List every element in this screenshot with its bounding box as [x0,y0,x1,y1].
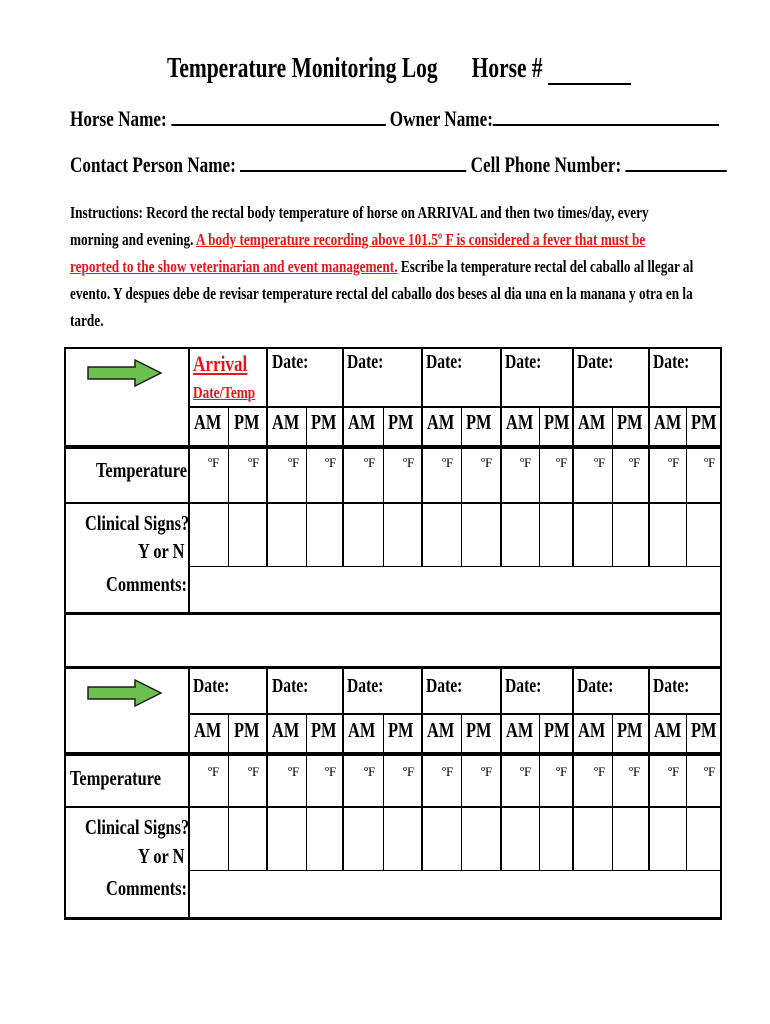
am-header: AM [194,718,222,742]
horse-owner-row [70,106,719,132]
fever-warning: A body temperature recording above 101.5º F is considered a fever that must be reported to the show veterinarian and event management. [70,230,646,276]
contact-phone-row [70,152,727,178]
temp-unit[interactable]: ºF [288,764,300,779]
pm-header: PM [311,410,337,434]
temp-unit[interactable]: ºF [403,764,415,779]
am-header: AM [654,718,682,742]
temp-unit[interactable]: ºF [629,455,641,470]
date-header: Date: [505,675,542,697]
horse-name-field[interactable] [171,106,386,126]
am-header: AM [654,410,682,434]
temp-unit[interactable]: ºF [594,764,606,779]
horse-number-field[interactable] [548,57,631,85]
instructions-paragraph [70,199,694,334]
instructions-lead: Instructions: Record the rectal body temperature of horse on ARRIVAL and then two times/day, every morning and evening. [70,203,649,249]
pm-header: PM [234,718,260,742]
horse-name-label: Horse Name: [70,106,167,131]
pm-header: PM [544,718,570,742]
am-header: AM [194,410,222,434]
temp-unit[interactable]: ºF [556,764,568,779]
date-header: Date: [505,351,542,373]
am-header: AM [427,718,455,742]
temp-unit[interactable]: ºF [248,764,260,779]
date-header: Date: [653,351,690,373]
temp-unit[interactable]: ºF [325,455,337,470]
date-header: Date: [193,675,230,697]
date-header: Date: [347,351,384,373]
comments-label: Comments: [106,572,187,596]
pm-header: PM [388,410,414,434]
arrival-sub-label: Date/Temp [193,383,256,402]
pm-header: PM [388,718,414,742]
right-arrow-icon [87,359,163,387]
temp-unit[interactable]: ºF [442,455,454,470]
date-header: Date: [347,675,384,697]
date-header: Date: [272,675,309,697]
owner-name-field[interactable] [493,106,719,126]
am-header: AM [272,410,300,434]
am-header: AM [348,718,376,742]
temp-unit[interactable]: ºF [704,764,716,779]
pm-header: PM [466,410,492,434]
temp-unit[interactable]: ºF [288,455,300,470]
temperature-label: Temperature [96,458,187,482]
date-header: Date: [577,675,614,697]
title-text: Temperature Monitoring Log [167,52,438,84]
temp-unit[interactable]: ºF [364,764,376,779]
pm-header: PM [617,718,643,742]
am-header: AM [578,410,606,434]
date-header: Date: [653,675,690,697]
temp-unit[interactable]: ºF [668,764,680,779]
comments-label: Comments: [106,876,187,900]
temp-unit[interactable]: ºF [208,764,220,779]
am-header: AM [427,410,455,434]
date-header: Date: [577,351,614,373]
pm-header: PM [544,410,570,434]
temp-unit[interactable]: ºF [629,764,641,779]
temp-unit[interactable]: ºF [481,455,493,470]
pm-header: PM [617,410,643,434]
date-header: Date: [426,675,463,697]
pm-header: PM [311,718,337,742]
am-header: AM [272,718,300,742]
am-header: AM [506,410,534,434]
right-arrow-icon [87,679,163,707]
temp-unit[interactable]: ºF [594,455,606,470]
date-header: Date: [426,351,463,373]
am-header: AM [578,718,606,742]
temp-unit[interactable]: ºF [208,455,220,470]
contact-person-field[interactable] [240,152,466,172]
pm-header: PM [691,410,717,434]
temp-unit[interactable]: ºF [442,764,454,779]
owner-name-label: Owner Name: [389,106,493,131]
temp-unit[interactable]: ºF [403,455,415,470]
yes-no-label: Y or N [138,844,185,868]
pm-header: PM [466,718,492,742]
date-header: Date: [272,351,309,373]
pm-header: PM [234,410,260,434]
temp-unit[interactable]: ºF [248,455,260,470]
pm-header: PM [691,718,717,742]
page-title [167,52,631,85]
instructions-spanish: Escribe la temperature rectal del caballo al llegar al evento. Y despues debe de revisar temperature rectal del caballo dos beses al dia una en la manana y otra en la tarde. [70,257,694,330]
temp-unit[interactable]: ºF [520,455,532,470]
arrival-label: Arrival [193,351,248,376]
temp-unit[interactable]: ºF [481,764,493,779]
contact-person-label: Contact Person Name: [70,152,236,177]
temp-unit[interactable]: ºF [704,455,716,470]
cell-phone-field[interactable] [626,152,727,172]
temp-unit[interactable]: ºF [520,764,532,779]
temperature-label: Temperature [70,766,161,790]
temp-unit[interactable]: ºF [325,764,337,779]
clinical-signs-label: Clinical Signs? [85,815,190,839]
yes-no-label: Y or N [138,539,185,563]
temp-unit[interactable]: ºF [556,455,568,470]
am-header: AM [506,718,534,742]
temp-unit[interactable]: ºF [668,455,680,470]
horse-number-label: Horse # [471,52,543,84]
clinical-signs-label: Clinical Signs? [85,511,190,535]
am-header: AM [348,410,376,434]
temp-unit[interactable]: ºF [364,455,376,470]
cell-phone-label: Cell Phone Number: [470,152,622,177]
